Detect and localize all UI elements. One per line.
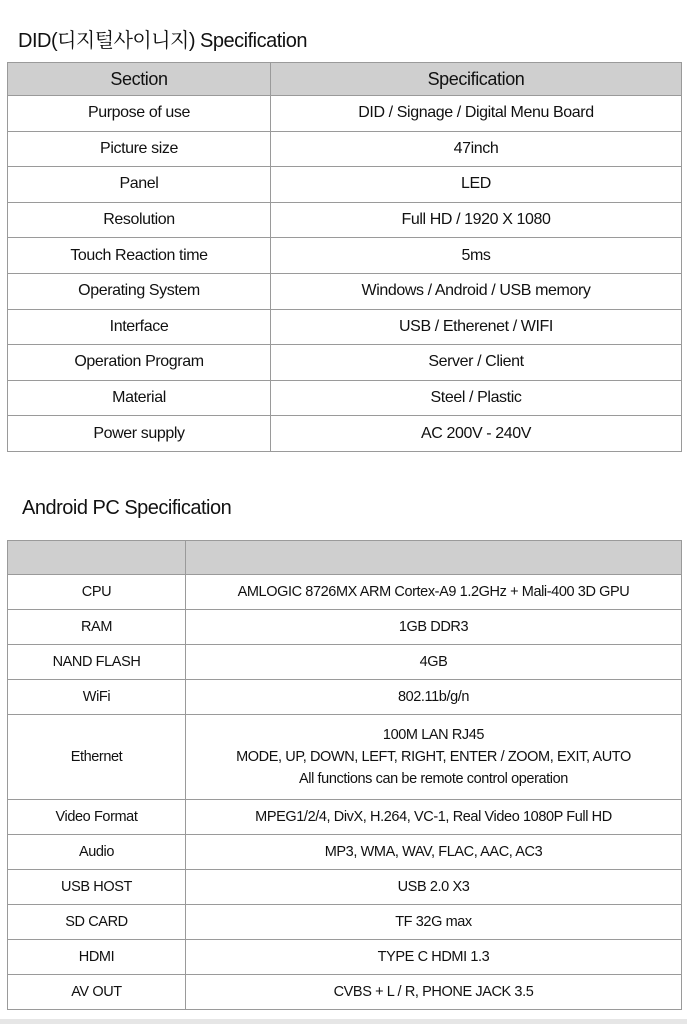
- row-value: LED: [271, 167, 682, 203]
- row-label: Material: [8, 380, 271, 416]
- table-row: [8, 167, 682, 203]
- row-label: Picture size: [8, 131, 271, 167]
- row-label: NAND FLASH: [8, 645, 186, 680]
- table-row: [8, 905, 682, 940]
- row-value: USB / Etherenet / WIFI: [271, 309, 682, 345]
- did-spec-table: [7, 62, 682, 452]
- ethernet-line: MODE, UP, DOWN, LEFT, RIGHT, ENTER / ZOOM, EXIT, AUTO: [236, 749, 631, 765]
- table-header-row: [8, 63, 682, 96]
- table-row: [8, 131, 682, 167]
- row-value: TF 32G max: [186, 905, 682, 940]
- row-value: AC 200V - 240V: [271, 416, 682, 452]
- row-value: 5ms: [271, 238, 682, 274]
- table-row: [8, 975, 682, 1010]
- table-row: [8, 870, 682, 905]
- table-row: [8, 309, 682, 345]
- row-value: USB 2.0 X3: [186, 870, 682, 905]
- table-row: [8, 800, 682, 835]
- table-row: [8, 575, 682, 610]
- android-spec-title: Android PC Specification: [22, 497, 232, 519]
- ethernet-line: All functions can be remote control operation: [299, 771, 568, 787]
- table-row: [8, 238, 682, 274]
- row-value: MPEG1/2/4, DivX, H.264, VC-1, Real Video 1080P Full HD: [186, 800, 682, 835]
- row-value: 4GB: [186, 645, 682, 680]
- empty-header-cell: [186, 541, 682, 575]
- did-spec-title: DID(디지털사이니지) Specification: [18, 30, 307, 52]
- table-row: [8, 680, 682, 715]
- row-label: CPU: [8, 575, 186, 610]
- table-row: [8, 96, 682, 132]
- row-label: Touch Reaction time: [8, 238, 271, 274]
- row-value: Full HD / 1920 X 1080: [271, 202, 682, 238]
- table-header-row: [8, 541, 682, 575]
- row-value: AMLOGIC 8726MX ARM Cortex-A9 1.2GHz + Mali-400 3D GPU: [186, 575, 682, 610]
- row-label: Purpose of use: [8, 96, 271, 132]
- row-value: 47inch: [271, 131, 682, 167]
- row-value: 1GB DDR3: [186, 610, 682, 645]
- row-label: RAM: [8, 610, 186, 645]
- row-value: TYPE C HDMI 1.3: [186, 940, 682, 975]
- specification-column-header: Specification: [271, 63, 682, 96]
- row-label: Panel: [8, 167, 271, 203]
- row-value: Steel / Plastic: [271, 380, 682, 416]
- table-row: [8, 610, 682, 645]
- row-label: Interface: [8, 309, 271, 345]
- ethernet-line: 100M LAN RJ45: [382, 727, 485, 743]
- table-row: [8, 940, 682, 975]
- row-label: Audio: [8, 835, 186, 870]
- row-label: HDMI: [8, 940, 186, 975]
- table-row: [8, 645, 682, 680]
- row-label: Resolution: [8, 202, 271, 238]
- section-column-header: Section: [8, 63, 271, 96]
- row-value: MP3, WMA, WAV, FLAC, AAC, AC3: [186, 835, 682, 870]
- row-value: Server / Client: [271, 345, 682, 381]
- row-label: Power supply: [8, 416, 271, 452]
- empty-header-cell: [8, 541, 186, 575]
- row-value: [186, 715, 682, 800]
- row-label: Ethernet: [8, 715, 186, 800]
- android-spec-table: [7, 540, 682, 1010]
- row-label: SD CARD: [8, 905, 186, 940]
- table-row: [8, 345, 682, 381]
- table-row: [8, 202, 682, 238]
- row-value: Windows / Android / USB memory: [271, 273, 682, 309]
- row-value: 802.11b/g/n: [186, 680, 682, 715]
- row-value: DID / Signage / Digital Menu Board: [271, 96, 682, 132]
- table-row: [8, 380, 682, 416]
- table-row: [8, 835, 682, 870]
- row-label: Operating System: [8, 273, 271, 309]
- table-row: [8, 416, 682, 452]
- row-label: Video Format: [8, 800, 186, 835]
- table-row: [8, 715, 682, 800]
- table-row: [8, 273, 682, 309]
- bottom-divider: [0, 1019, 687, 1024]
- row-label: WiFi: [8, 680, 186, 715]
- row-value: CVBS + L / R, PHONE JACK 3.5: [186, 975, 682, 1010]
- row-label: USB HOST: [8, 870, 186, 905]
- row-label: Operation Program: [8, 345, 271, 381]
- row-label: AV OUT: [8, 975, 186, 1010]
